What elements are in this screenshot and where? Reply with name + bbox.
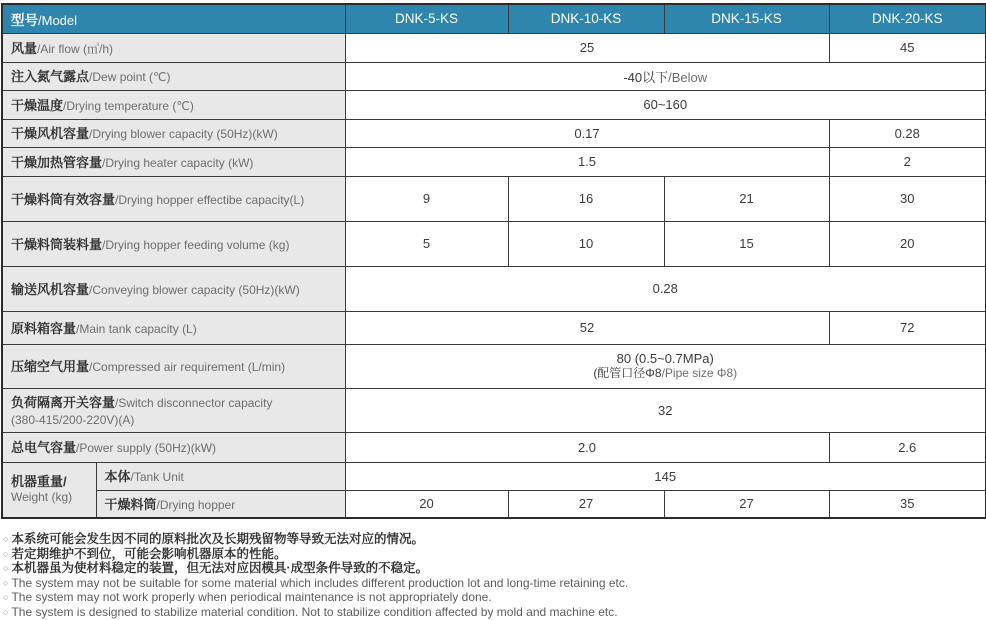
label-en: /Conveying blower capacity (50Hz)(kW) (89, 282, 300, 297)
spec-value: 16 (508, 176, 664, 221)
spec-value: 32 (345, 388, 986, 432)
weight-label-zh: 机器重量/ (11, 474, 67, 490)
spec-value: 15 (664, 221, 829, 266)
header-row (2, 4, 986, 33)
label-en: /Air flow (㎥/h) (37, 41, 114, 56)
footnote-text: 本机器虽为使材料稳定的装置，但无法对应因模具·成型条件导致的不稳定。 (11, 561, 429, 575)
label-zh: 干燥风机容量 (11, 126, 90, 141)
label-en: /Compressed air requirement (L/min) (89, 360, 286, 374)
row-drying-heater-capacity (2, 147, 986, 176)
footnote-line (3, 532, 986, 547)
circle-bullet-icon: ○ (3, 592, 9, 602)
spec-value: 20 (829, 221, 986, 266)
spec-value: 60~160 (345, 90, 986, 119)
row-label (2, 62, 345, 90)
row-label (2, 311, 345, 344)
row-label (2, 90, 345, 119)
spec-value: 0.28 (829, 119, 986, 147)
row-label (2, 33, 345, 62)
value-line1: 80 (0.5~0.7MPa) (616, 350, 714, 366)
column-header-dnk-15-ks: DNK-15-KS (664, 4, 829, 33)
label-zh: 总电气容量 (11, 440, 77, 455)
value-line2-en: /Pipe size Φ8) (661, 365, 738, 380)
circle-bullet-icon: ○ (3, 577, 9, 588)
row-label (2, 176, 345, 221)
column-header-dnk-20-ks: DNK-20-KS (829, 4, 986, 33)
spec-value: 9 (345, 176, 508, 221)
row-label (96, 462, 345, 490)
row-label (2, 266, 345, 311)
spec-table (1, 3, 986, 519)
label-zh: 干燥料筒装料量 (11, 236, 103, 252)
circle-bullet-icon: ○ (3, 548, 9, 559)
footnote-text: 本系统可能会发生因不同的原料批次及长期残留物等导致无法对应的情况。 (11, 532, 424, 546)
spec-value: 2.6 (829, 432, 986, 462)
spec-value: 27 (664, 490, 829, 518)
spec-value: 2 (829, 147, 986, 176)
row-label (2, 221, 345, 266)
row-power-supply (2, 432, 986, 462)
label-zh: 注入氮气露点 (11, 69, 90, 84)
footnote-text: The system may not be suitable for some material which includes different production lot and long-time retaining etc. (11, 575, 629, 590)
row-main-tank-capacity (2, 311, 986, 344)
column-header-dnk-5-ks: DNK-5-KS (345, 4, 508, 33)
label-zh: 干燥料筒有效容量 (11, 191, 116, 207)
spec-value: 27 (508, 490, 664, 518)
row-weight-drying-hopper (2, 490, 986, 518)
row-hopper-effective-capacity (2, 176, 986, 221)
label-en: /Switch disconnector capacity (115, 395, 273, 410)
label-en: /Drying hopper (156, 497, 236, 512)
spec-value: 10 (508, 221, 664, 266)
spec-value: 30 (829, 176, 986, 221)
row-hopper-feeding-volume (2, 221, 986, 266)
spec-value: 25 (345, 33, 829, 62)
row-weight-tank-unit (2, 462, 986, 490)
weight-label-en: Weight (kg) (11, 490, 73, 505)
value-zh: -40以下 (623, 69, 669, 85)
row-air-flow (2, 33, 986, 62)
spec-value: 21 (664, 176, 829, 221)
spec-value (345, 344, 986, 388)
label-en: /Tank Unit (130, 470, 184, 484)
column-header-dnk-10-ks: DNK-10-KS (508, 4, 664, 33)
weight-group-label (2, 462, 96, 518)
row-label (2, 432, 345, 462)
label-en: /Drying hopper effectibe capacity(L) (115, 192, 305, 207)
spec-value: 35 (829, 490, 986, 518)
footnote-line (3, 547, 986, 562)
model-label-zh: 型号 (11, 12, 38, 28)
label-zh: 干燥加热管容量 (11, 154, 103, 170)
spec-value: 2.0 (345, 432, 829, 462)
value-line2 (346, 366, 986, 382)
row-switch-disconnector-capacity (2, 388, 986, 432)
row-label (2, 344, 345, 388)
spec-value: 0.28 (345, 266, 986, 311)
label-en: /Drying hopper feeding volume (kg) (102, 237, 290, 252)
row-conveying-blower-capacity (2, 266, 986, 311)
circle-bullet-icon: ○ (3, 606, 9, 617)
label-en: /Drying temperature (℃) (63, 98, 194, 113)
spec-value: 0.17 (345, 119, 829, 147)
footnote-line (3, 576, 986, 591)
row-compressed-air-requirement (2, 344, 986, 388)
spec-value: 20 (345, 490, 508, 518)
value-en: /Below (668, 69, 708, 85)
row-drying-blower-capacity (2, 119, 986, 147)
label-zh: 干燥料筒 (104, 496, 157, 512)
footnote-text: 若定期维护不到位，可能会影响机器原本的性能。 (11, 546, 287, 561)
footnotes (3, 532, 986, 619)
label-zh: 原料箱容量 (11, 320, 77, 336)
value-line2-zh: (配管口径Φ8 (593, 365, 662, 380)
spec-value: 52 (345, 311, 829, 344)
label-zh: 风量 (11, 40, 38, 56)
label-zh: 输送风机容量 (11, 281, 90, 297)
row-drying-temperature (2, 90, 986, 119)
spec-value: 1.5 (345, 147, 829, 176)
spec-value: 45 (829, 33, 986, 62)
label-zh: 负荷隔离开关容量 (11, 394, 116, 410)
footnote-text: The system is designed to stabilize material condition. Not to stabilize condition affected by mold and machine etc. (11, 604, 618, 619)
footnote-line (3, 561, 986, 576)
spec-value (345, 62, 986, 90)
label-en: /Dew point (℃) (89, 70, 171, 84)
spec-value: 145 (345, 462, 986, 490)
label-en: /Main tank capacity (L) (76, 321, 197, 336)
spec-value: 72 (829, 311, 986, 344)
model-label-en: /Model (38, 12, 78, 28)
circle-bullet-icon: ○ (3, 563, 9, 573)
row-label (96, 490, 345, 518)
circle-bullet-icon: ○ (3, 534, 9, 544)
row-label (2, 388, 345, 432)
model-header-cell (2, 4, 345, 33)
footnote-text: The system may not work properly when periodical maintenance is not appropriately done. (11, 590, 492, 604)
label-line2: (380-415/200-220V)(A) (11, 412, 135, 427)
label-en: /Power supply (50Hz)(kW) (76, 441, 217, 455)
spec-value: 5 (345, 221, 508, 266)
label-zh: 本体 (104, 469, 131, 484)
row-label (2, 119, 345, 147)
footnote-line (3, 605, 986, 620)
label-en: /Drying blower capacity (50Hz)(kW) (89, 127, 278, 141)
label-zh: 干燥温度 (11, 97, 64, 113)
row-label (2, 147, 345, 176)
footnote-line (3, 590, 986, 605)
row-dew-point (2, 62, 986, 90)
label-zh: 压缩空气用量 (11, 359, 90, 374)
label-en: /Drying heater capacity (kW) (102, 155, 254, 170)
